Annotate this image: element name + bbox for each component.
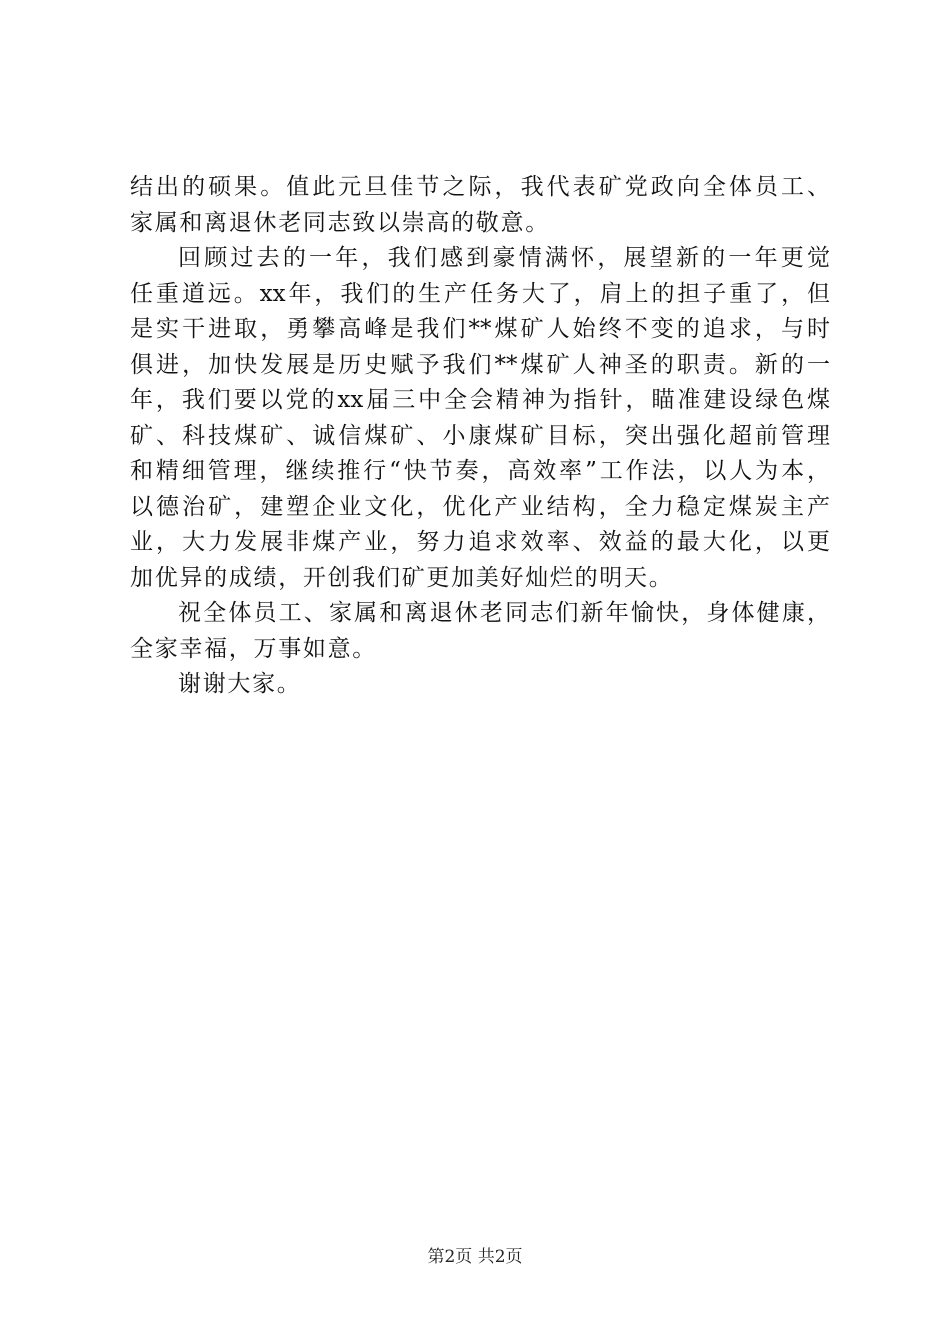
page-number-footer: 第2页 共2页	[427, 1247, 523, 1267]
text-line: 任重道远。xx年，我们的生产任务大了，肩上的担子重了，但	[130, 280, 830, 307]
text-line: 结出的硕果。值此元旦佳节之际，我代表矿党政向全体员工、	[130, 174, 830, 200]
text-line: 是实干进取，勇攀高峰是我们**煤矿人始终不变的追求，与时	[130, 316, 830, 342]
text-line: 谢谢大家。	[178, 671, 302, 697]
text-line: 和精细管理，继续推行“快节奏，高效率”工作法，以人为本，	[130, 458, 830, 484]
document-body	[130, 170, 830, 703]
text-line: 俱进，加快发展是历史赋予我们**煤矿人神圣的职责。新的一	[130, 351, 830, 378]
text-line: 加优异的成绩，开创我们矿更加美好灿烂的明天。	[130, 564, 674, 591]
text-line: 祝全体员工、家属和离退休老同志们新年愉快，身体健康，	[178, 600, 830, 626]
text-line: 以德治矿，建塑企业文化，优化产业结构，全力稳定煤炭主产	[130, 493, 830, 520]
text-line: 家属和离退休老同志致以崇高的敬意。	[130, 209, 550, 236]
text-line: 回顾过去的一年，我们感到豪情满怀，展望新的一年更觉	[178, 245, 830, 271]
text-line: 全家幸福，万事如意。	[130, 635, 377, 662]
text-line: 矿、科技煤矿、诚信煤矿、小康煤矿目标，突出强化超前管理	[130, 422, 830, 449]
text-line: 年，我们要以党的xx届三中全会精神为指针，瞄准建设绿色煤	[130, 387, 830, 413]
text-line: 业，大力发展非煤产业，努力追求效率、效益的最大化，以更	[130, 529, 830, 555]
